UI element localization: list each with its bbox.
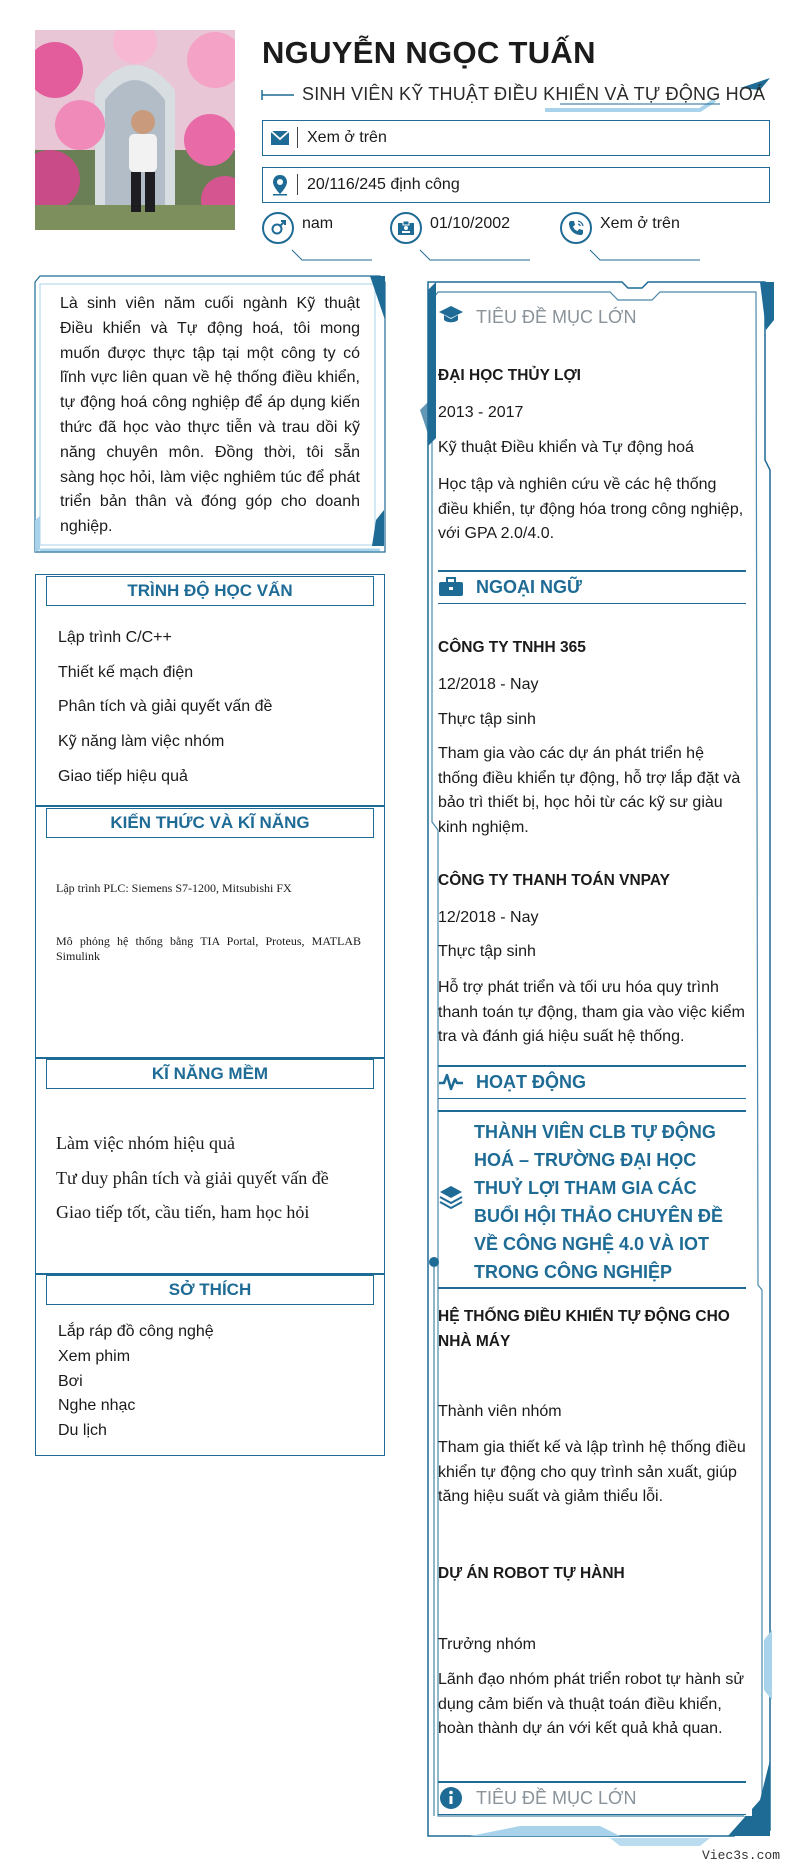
list-item: Mô phỏng hệ thống bằng TIA Portal, Proteus, MATLAB Simulink bbox=[56, 934, 361, 963]
education-level-title: TRÌNH ĐỘ HỌC VẤN bbox=[46, 576, 374, 606]
soft-skills-section bbox=[35, 1058, 385, 1274]
pulse-icon bbox=[438, 1071, 464, 1093]
list-item: Phân tích và giải quyết vấn đề bbox=[58, 698, 273, 715]
knowledge-title: KIẾN THỨC VÀ KĨ NĂNG bbox=[46, 808, 374, 838]
birthday-item bbox=[390, 212, 540, 256]
project-description: Lãnh đạo nhóm phát triển robot tự hành sử dụng cảm biến và thuật toán điều khiển, hoàn thành dự án với kết quả khả quan. bbox=[438, 1671, 745, 1737]
candidate-name: NGUYỄN NGỌC TUẤN bbox=[262, 35, 596, 70]
location-icon bbox=[263, 168, 297, 201]
layers-icon bbox=[438, 1184, 464, 1210]
hobbies-title: SỞ THÍCH bbox=[46, 1275, 374, 1305]
list-item: Kỹ năng làm việc nhóm bbox=[58, 733, 225, 750]
mail-icon bbox=[263, 121, 297, 154]
info-icon bbox=[438, 1787, 464, 1809]
id-card-icon bbox=[390, 212, 422, 244]
list-item: Nghe nhạc bbox=[58, 1397, 136, 1414]
hobbies-section bbox=[35, 1274, 385, 1456]
project-name: DỰ ÁN ROBOT TỰ HÀNH bbox=[438, 1565, 625, 1582]
list-item: Tư duy phân tích và giải quyết vấn đề bbox=[56, 1168, 329, 1188]
candidate-role: SINH VIÊN KỸ THUẬT ĐIỀU KHIỂN VÀ TỰ ĐỘNG HOÁ bbox=[302, 84, 766, 104]
activities-heading bbox=[438, 1065, 746, 1099]
project-role: Trưởng nhóm bbox=[438, 1636, 536, 1653]
footer-watermark: Viec3s.com bbox=[701, 1848, 780, 1863]
activities-heading-text: HOẠT ĐỘNG bbox=[476, 1072, 586, 1092]
list-item: Giao tiếp hiệu quả bbox=[58, 768, 188, 785]
list-item: Làm việc nhóm hiệu quả bbox=[56, 1133, 235, 1153]
job-period: 12/2018 - Nay bbox=[438, 909, 539, 926]
profile-photo bbox=[35, 30, 235, 230]
about-text: Là sinh viên năm cuối ngành Kỹ thuật Điều khiển và Tự động hoá, tôi mong muốn được thực tập tại một công ty có lĩnh vực liên quan về hệ thống điều khiển, tự động hoá công nghiệp để áp dụng kiến thức đã học vào thực tiễn và trau dồi kỹ năng chuyên môn. Đồng thời, tôi sẵn sàng học hỏi, làm việc nghiêm túc để phát triển bản thân và đóng góp cho doanh nghiệp. bbox=[60, 295, 360, 536]
school-name: ĐẠI HỌC THỦY LỢI bbox=[438, 367, 581, 384]
phone-item bbox=[560, 212, 710, 256]
education-heading bbox=[438, 297, 746, 335]
soft-skills-title: KĨ NĂNG MỀM bbox=[46, 1059, 374, 1089]
project-role: Thành viên nhóm bbox=[438, 1403, 562, 1420]
address-field bbox=[262, 167, 770, 203]
job-description: Hỗ trợ phát triển và tối ưu hóa quy trình thanh toán tự động, tham gia vào việc kiểm tra và đánh giá hiệu suất hệ thống. bbox=[438, 979, 745, 1045]
job-company: CÔNG TY THANH TOÁN VNPAY bbox=[438, 872, 670, 889]
project-description: Tham gia thiết kế và lập trình hệ thống điều khiển tự động cho quy trình sản xuất, giúp tăng hiệu suất và giảm thiểu lỗi. bbox=[438, 1439, 746, 1505]
list-item: Bơi bbox=[58, 1373, 83, 1390]
phone-icon bbox=[560, 212, 592, 244]
activity-title: THÀNH VIÊN CLB TỰ ĐỘNG HOÁ – TRƯỜNG ĐẠI HỌC THUỶ LỢI THAM GIA CÁC BUỔI HỘI THẢO CHUYÊN ĐỀ VỀ CÔNG NGHỆ 4.0 VÀ IOT TRONG CÔNG NGHIỆP bbox=[474, 1122, 724, 1282]
briefcase-icon bbox=[438, 576, 464, 598]
education-heading-text: TIÊU ĐỀ MỤC LỚN bbox=[476, 307, 637, 327]
school-major: Kỹ thuật Điều khiển và Tự động hoá bbox=[438, 439, 694, 456]
experience-heading-text: NGOẠI NGỮ bbox=[476, 577, 582, 597]
email-field bbox=[262, 120, 770, 156]
divider bbox=[438, 1110, 746, 1112]
list-item: Lập trình C/C++ bbox=[58, 629, 172, 646]
more-heading-text: TIÊU ĐỀ MỤC LỚN bbox=[476, 1788, 637, 1808]
list-item: Lập trình PLC: Siemens S7-1200, Mitsubishi FX bbox=[56, 881, 292, 895]
list-item: Du lịch bbox=[58, 1422, 107, 1439]
school-period: 2013 - 2017 bbox=[438, 404, 524, 421]
list-item: Xem phim bbox=[58, 1348, 131, 1365]
list-item: Giao tiếp tốt, cầu tiến, ham học hỏi bbox=[56, 1202, 310, 1222]
list-item: Lắp ráp đồ công nghệ bbox=[58, 1323, 214, 1340]
address-value: 20/116/245 định công bbox=[307, 176, 460, 193]
job-description: Tham gia vào các dự án phát triển hệ thống điều khiển tự động, hỗ trợ lắp đặt và bảo trì thiết bị, học hỏi từ các kỹ sư giàu kinh nghiệm. bbox=[438, 745, 741, 836]
project-name: HỆ THỐNG ĐIỀU KHIỂN TỰ ĐỘNG CHO NHÀ MÁY bbox=[438, 1308, 730, 1350]
gender-item bbox=[262, 212, 372, 256]
gender-icon bbox=[262, 212, 294, 244]
school-description: Học tập và nghiên cứu về các hệ thống điều khiển, tự động hóa trong công nghiệp, với GPA 2.0/4.0. bbox=[438, 476, 744, 542]
divider bbox=[438, 1287, 746, 1289]
education-level-section bbox=[35, 574, 385, 806]
gender-value: nam bbox=[302, 215, 334, 232]
more-heading bbox=[438, 1781, 746, 1815]
birthday-value: 01/10/2002 bbox=[430, 215, 511, 232]
job-company: CÔNG TY TNHH 365 bbox=[438, 639, 586, 656]
email-value: Xem ở trên bbox=[307, 129, 387, 146]
job-position: Thực tập sinh bbox=[438, 711, 536, 728]
list-item: Thiết kế mạch điện bbox=[58, 664, 194, 681]
experience-heading bbox=[438, 570, 746, 604]
knowledge-section bbox=[35, 806, 385, 1058]
job-position: Thực tập sinh bbox=[438, 943, 536, 960]
job-period: 12/2018 - Nay bbox=[438, 676, 539, 693]
graduation-cap-icon bbox=[438, 303, 464, 325]
phone-value: Xem ở trên bbox=[600, 215, 680, 232]
